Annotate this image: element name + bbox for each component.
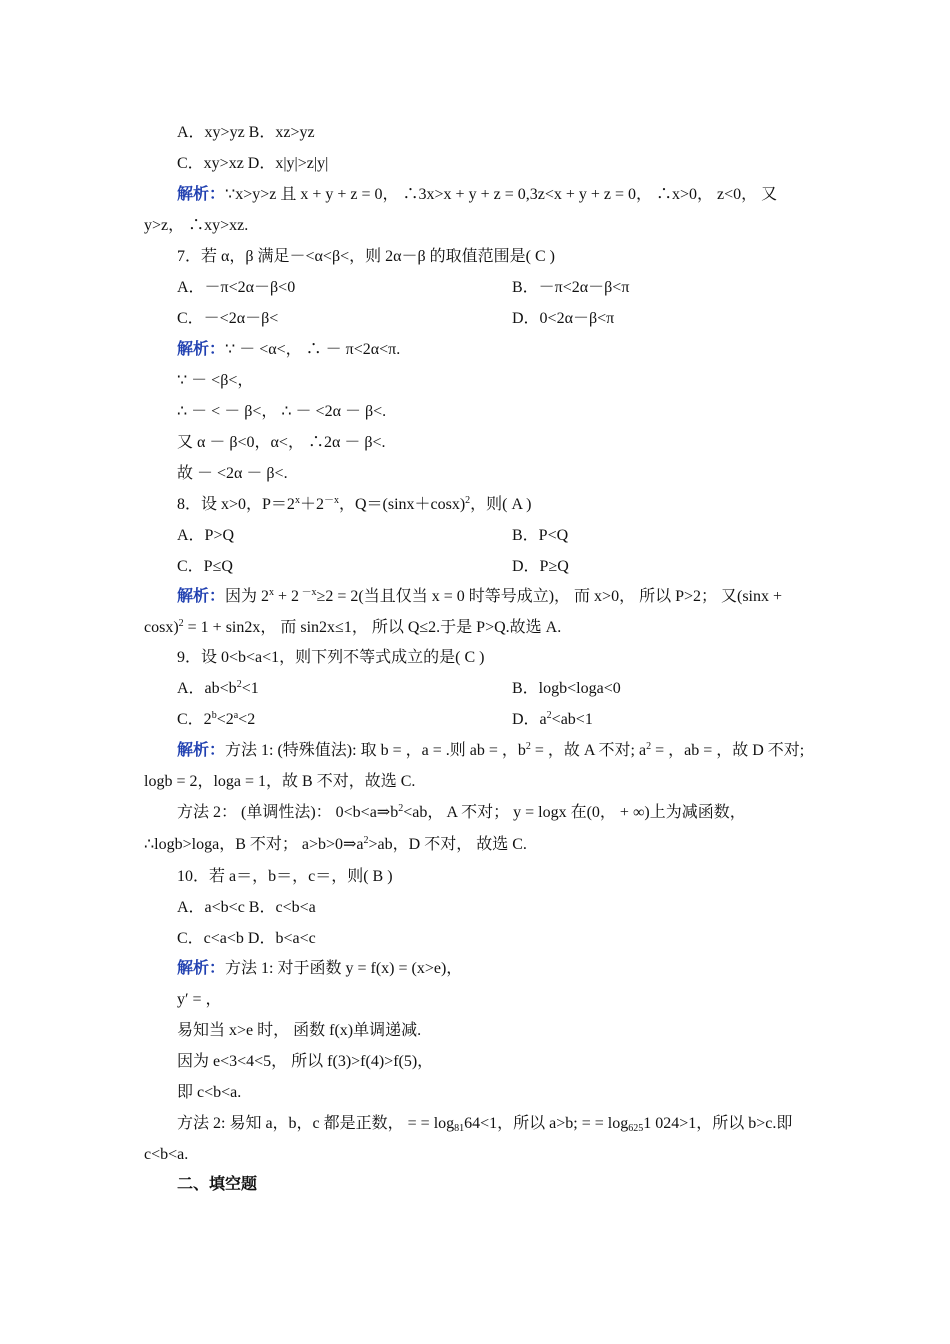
q9-option-c	[177, 710, 255, 730]
q9-method-2	[177, 803, 746, 823]
text: ＋2	[299, 496, 324, 513]
q7-option-b: B．－π<2α－β<π	[512, 279, 630, 296]
option-line-ab: A．xy>yz B．xz>yz	[177, 124, 315, 141]
text: 64<1，所以 a>b; = = log	[464, 1115, 629, 1132]
text: <ab， A 不对； y = logx 在(0， + ∞)上为减函数，	[403, 804, 746, 821]
text: >ab，D 不对， 故选 C.	[368, 836, 527, 853]
q7-option-d: D．0<2α－β<π	[512, 310, 615, 327]
q8-analysis-continuation	[144, 618, 561, 638]
superscript: a	[233, 710, 239, 721]
q10-method-2-continuation: c<b<a.	[144, 1146, 189, 1163]
q9-method-2-continuation	[144, 835, 527, 855]
q7-option-c: C．－<2α－β<	[177, 310, 279, 327]
superscript: －x	[299, 587, 317, 598]
analysis-text: ∵x>y>z 且 x + y + z = 0， ∴3x>x + y + z = 0,3z<x + y + z = 0， ∴x>0， z<0， 又	[225, 186, 778, 203]
q8-option-b: B．P<Q	[512, 527, 569, 544]
q7-analysis-line	[177, 340, 400, 360]
q10-analysis-step: 因为 e<3<4<5， 所以 f(3)>f(4)>f(5)，	[177, 1053, 434, 1070]
q10-method-2	[177, 1114, 792, 1134]
superscript: 2	[236, 679, 242, 690]
text: 1 024>1，所以 b>c.即	[643, 1115, 793, 1132]
analysis-label: 解析：	[177, 960, 226, 977]
q8-option-a: A．P>Q	[177, 527, 235, 544]
analysis-label: 解析：	[177, 186, 226, 203]
q10-option-cd: C．c<a<b D．b<a<c	[177, 930, 316, 947]
text: <1	[241, 680, 259, 697]
text: A．ab<b	[177, 680, 237, 697]
superscript: 2	[465, 495, 471, 506]
q9-option-a	[177, 679, 259, 699]
text: = ，故 A 不对; a	[530, 742, 647, 759]
q10-option-ab: A．a<b<c B．c<b<a	[177, 899, 316, 916]
analysis-text: 方法 1: 对于函数 y = f(x) = (x>e)，	[225, 960, 463, 977]
text: D．a	[512, 711, 547, 728]
text: + 2	[274, 588, 300, 605]
text: ≥2 = 2(当且仅当 x = 0 时等号成立)， 而 x>0， 所以 P>2； 又(sinx +	[316, 588, 783, 605]
section-heading: 二、填空题	[177, 1176, 258, 1193]
q8-analysis-line	[177, 587, 782, 607]
question-7: 7．若 α，β 满足－<α<β<，则 2α－β 的取值范围是( C )	[177, 248, 555, 265]
text: ∴logb>loga，B 不对； a>b>0⇒a	[144, 836, 364, 853]
text: <ab<1	[551, 711, 593, 728]
text: = ，ab = ，故 D 不对;	[651, 742, 805, 759]
question-8	[177, 495, 532, 515]
text: = 1 + sin2x， 而 sin2x≤1， 所以 Q≤2.于是 P>Q.故选 A.	[183, 619, 562, 636]
analysis-label: 解析：	[177, 588, 226, 605]
q9-analysis-line	[177, 741, 804, 761]
text: cosx)	[144, 619, 179, 636]
question-9: 9．设 0<b<a<1，则下列不等式成立的是( C )	[177, 649, 485, 666]
text: ，则( A )	[470, 496, 532, 513]
text: C．2	[177, 711, 212, 728]
subscript: 81	[454, 1123, 465, 1134]
text: <2	[238, 711, 256, 728]
superscript: 2	[546, 710, 552, 721]
analysis-label: 解析：	[177, 742, 226, 759]
analysis-line	[177, 185, 777, 205]
superscript: 2	[398, 803, 404, 814]
question-10: 10．若 a＝，b＝，c＝，则( B )	[177, 868, 393, 885]
superscript: －x	[323, 495, 339, 506]
q9-analysis-continuation: logb = 2，loga = 1，故 B 不对，故选 C.	[144, 773, 416, 790]
q7-analysis-step: 又 α － β<0，α<， ∴2α － β<.	[177, 434, 386, 451]
q10-analysis-line	[177, 959, 462, 979]
text: 因为 2	[225, 588, 270, 605]
subscript: 625	[628, 1123, 644, 1134]
text: 方法 2： (单调性法)： 0<b<a⇒b	[177, 804, 399, 821]
q7-analysis-step: ∵ － <β<，	[177, 372, 254, 389]
superscript: b	[211, 710, 217, 721]
q7-option-a: A．－π<2α－β<0	[177, 279, 296, 296]
superscript: x	[294, 495, 300, 506]
text: ，Q＝(sinx＋cosx)	[338, 496, 466, 513]
text: <2	[216, 711, 234, 728]
q9-option-b: B．logb<loga<0	[512, 680, 621, 697]
superscript: x	[269, 587, 275, 598]
superscript: 2	[363, 835, 369, 846]
q8-option-c: C．P≤Q	[177, 558, 233, 575]
q10-analysis-step: 即 c<b<a.	[177, 1084, 242, 1101]
q7-analysis-step: ∴ － < － β<， ∴ － <2α － β<.	[177, 403, 387, 420]
superscript: 2	[178, 618, 184, 629]
text: 方法 1: (特殊值法): 取 b = ，a = .则 ab = ，b	[225, 742, 526, 759]
q10-analysis-step: y′ = ，	[177, 991, 222, 1008]
analysis-text: ∵ － <α<， ∴ － π<2α<π.	[225, 341, 401, 358]
superscript: 2	[646, 741, 652, 752]
superscript: 2	[525, 741, 531, 752]
q7-analysis-step: 故 － <2α － β<.	[177, 465, 288, 482]
option-line-cd: C．xy>xz D．x|y|>z|y|	[177, 155, 329, 172]
analysis-continuation: y>z， ∴xy>xz.	[144, 217, 249, 234]
q9-option-d	[512, 710, 593, 730]
q8-option-d: D．P≥Q	[512, 558, 569, 575]
analysis-label: 解析：	[177, 341, 226, 358]
text: 8．设 x>0，P＝2	[177, 496, 295, 513]
q10-analysis-step: 易知当 x>e 时， 函数 f(x)单调递减.	[177, 1022, 422, 1039]
text: 方法 2: 易知 a，b，c 都是正数， = = log	[177, 1115, 455, 1132]
